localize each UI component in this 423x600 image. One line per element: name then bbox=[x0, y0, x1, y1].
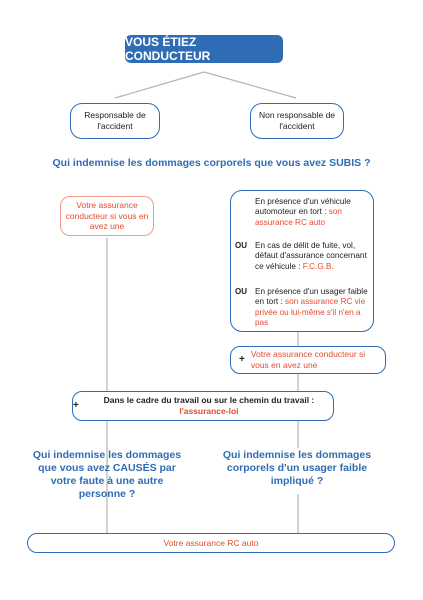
plus-icon: + bbox=[239, 353, 245, 365]
right-cases-box bbox=[230, 190, 374, 332]
case-motor-vehicle bbox=[255, 197, 369, 228]
bottom-answer-box bbox=[27, 533, 395, 553]
work-box-content bbox=[85, 395, 333, 416]
case-weak-user bbox=[255, 287, 369, 328]
question-weak-user: Qui indemnise les dommages corporels d'un usager faible impliqué ? bbox=[222, 449, 372, 488]
connector-title-left bbox=[115, 72, 204, 98]
case-weak-user-text: En présence d'un usager faible en tort : bbox=[255, 287, 368, 307]
case-motor-vehicle-answer: son assurance RC auto bbox=[255, 207, 342, 227]
or-label-1: OU bbox=[235, 241, 247, 250]
plus-driver-insurance-box bbox=[230, 346, 386, 374]
node-responsible-label: Responsable de l'accident bbox=[84, 110, 146, 131]
answer-driver-insurance-left bbox=[60, 196, 154, 236]
case-hit-and-run bbox=[255, 241, 369, 272]
or-label-2: OU bbox=[235, 287, 247, 296]
case-hit-and-run-answer: F.C.G.B. bbox=[302, 261, 334, 271]
node-not-responsible-label: Non responsable de l'accident bbox=[258, 110, 336, 131]
case-motor-vehicle-text: En présence d'un véhicule automoteur en tort : bbox=[255, 197, 351, 217]
work-box bbox=[72, 391, 334, 421]
plus-driver-insurance-text: Votre assurance conducteur si vous en avez une bbox=[250, 349, 366, 370]
node-not-responsible bbox=[250, 103, 344, 139]
connector-title-right bbox=[204, 72, 296, 98]
case-hit-and-run-text: En cas de délit de fuite, vol, défaut d'assurance concernant ce véhicule : bbox=[255, 241, 367, 271]
case-weak-user-answer: son assurance RC vie privée ou lui-même s'il n'en a pas bbox=[255, 297, 366, 327]
node-responsible bbox=[70, 103, 160, 139]
answer-driver-insurance-left-text: Votre assurance conducteur si vous en avez une bbox=[65, 200, 149, 232]
work-box-text: Dans le cadre du travail ou sur le chemin du travail : bbox=[103, 395, 315, 406]
work-box-answer: l'assurance-loi bbox=[179, 406, 239, 416]
bottom-answer-text: Votre assurance RC auto bbox=[163, 537, 259, 548]
diagram-title: VOUS ÉTIEZ CONDUCTEUR bbox=[125, 35, 283, 63]
question-damages-caused: Qui indemnise les dommages que vous avez CAUSÉS par votre faute à une autre personne ? bbox=[32, 449, 182, 501]
question-damages-suffered: Qui indemnise les dommages corporels que vous avez SUBIS ? bbox=[52, 157, 371, 169]
plus-icon-work: + bbox=[73, 399, 79, 411]
